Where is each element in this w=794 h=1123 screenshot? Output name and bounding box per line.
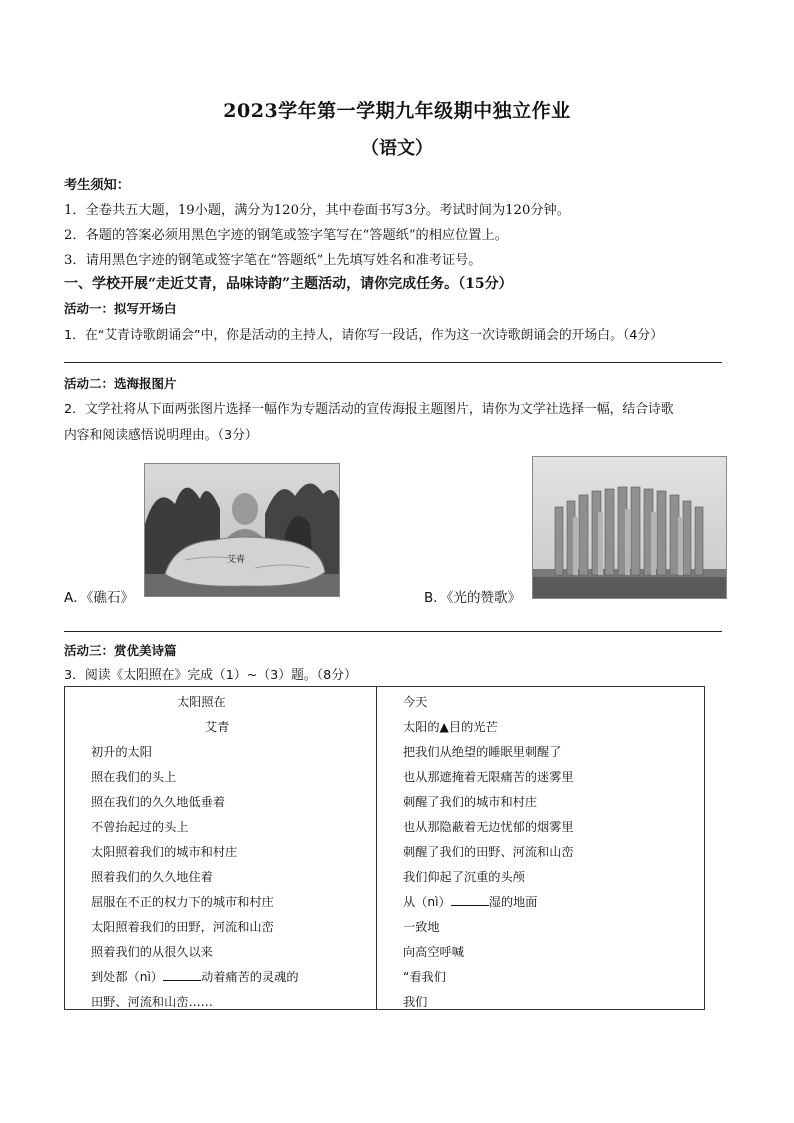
statue-image xyxy=(145,464,339,596)
question-1: 1．在“艾青诗歌朗诵会”中，你是活动的主持人，请你写一段话，作为这一次诗歌朗诵会的开场白。（4分） xyxy=(64,328,664,343)
poem-right-line: 把我们从绝望的睡眠里刺醒了 xyxy=(403,745,562,759)
poem-left-line: 初升的太阳 xyxy=(91,745,152,759)
poem-title: 太阳照在 xyxy=(177,695,226,709)
option-b-caption: B．《光的赞歌》 xyxy=(424,590,522,606)
poem-right-line: 今天 xyxy=(403,695,428,709)
notice-item-1: 1．全卷共五大题，19小题，满分为120分，其中卷面书写3分。考试时间为120分钟。 xyxy=(64,203,570,218)
poem-right-line: 我们 xyxy=(403,995,428,1009)
poem-left-line: 照着我们的从很久以来 xyxy=(91,945,213,959)
poem-right-line: 太阳的▲目的光芒 xyxy=(403,720,498,734)
poem-left-line: 太阳照着我们的田野，河流和山峦 xyxy=(91,920,274,934)
page-subtitle: （语文） xyxy=(361,138,433,159)
photo-jiaoshi xyxy=(144,463,340,597)
question-2-line-2: 内容和阅读感悟说明理由。（3分） xyxy=(64,428,258,443)
poem-right-line: 一致地 xyxy=(403,920,440,934)
section-heading: 一、学校开展“走近艾青，品味诗韵”主题活动，请你完成任务。（15分） xyxy=(64,276,513,292)
question-3: 3．阅读《太阳照在》完成（1）~（3）题。（8分） xyxy=(64,668,357,683)
blank-prefix: 到处都（nì） xyxy=(91,970,164,984)
poem-left-line: 不曾抬起过的头上 xyxy=(91,820,189,834)
poem-left-blank-line xyxy=(91,968,299,985)
poem-left-line: 田野、河流和山峦…… xyxy=(91,995,213,1009)
notice-item-2: 2．各题的答案必须用黑色字迹的钢笔或签字笔写在“答题纸”的相应位置上。 xyxy=(64,228,508,243)
poem-right-line: 刺醒了我们的城市和村庄 xyxy=(403,795,538,809)
notice-heading: 考生须知： xyxy=(64,178,130,193)
poem-author: 艾青 xyxy=(205,720,230,734)
fill-blank[interactable] xyxy=(163,968,201,981)
blank-suffix: 湿的地面 xyxy=(488,895,538,909)
poem-right-line: “看我们 xyxy=(403,970,446,984)
poem-right-column xyxy=(377,687,705,1010)
poem-right-line: 向高空呼喊 xyxy=(403,945,464,959)
columns-image xyxy=(533,457,726,598)
poem-right-line: 我们仰起了沉重的头颅 xyxy=(403,870,525,884)
poem-left-line: 照着我们的久久地住着 xyxy=(91,870,213,884)
poem-right-line: 也从那隐蔽着无边忧郁的烟雾里 xyxy=(403,820,574,834)
poem-table xyxy=(64,686,705,1010)
poem-left-line: 照在我们的久久地低垂着 xyxy=(91,795,226,809)
question-2-line-1: 2．文学社将从下面两张图片选择一幅作为专题活动的宣传海报主题图片，请你为文学社选择一幅，结合诗歌 xyxy=(64,402,674,417)
blank-prefix: 从（nì） xyxy=(403,895,451,909)
poem-right-line: 也从那遮掩着无限痛苦的迷雾里 xyxy=(403,770,574,784)
statue-plaque: 艾青 xyxy=(227,555,246,565)
poem-right-blank-line xyxy=(403,893,537,910)
answer-line-1 xyxy=(64,362,722,363)
poem-right-line: 刺醒了我们的田野、河流和山峦 xyxy=(403,845,574,859)
notice-item-3: 3．请用黑色字迹的钢笔或签字笔在“答题纸”上先填写姓名和准考证号。 xyxy=(64,253,482,268)
answer-line-2 xyxy=(64,631,722,632)
activity-1-label: 活动一：拟写开场白 xyxy=(64,301,177,316)
activity-3-label: 活动三：赏优美诗篇 xyxy=(64,643,177,658)
poem-left-line: 照在我们的头上 xyxy=(91,770,177,784)
option-a-caption: A．《礁石》 xyxy=(64,590,134,606)
poem-left-line: 屈服在不正的权力下的城市和村庄 xyxy=(91,895,274,909)
poem-left-column xyxy=(65,687,377,1010)
activity-2-label: 活动二：选海报图片 xyxy=(64,376,177,391)
fill-blank[interactable] xyxy=(451,893,489,906)
blank-suffix: 动着痛苦的灵魂的 xyxy=(201,970,299,984)
poem-left-line: 太阳照着我们的城市和村庄 xyxy=(91,845,238,859)
page-title: 2023学年第一学期九年级期中独立作业 xyxy=(223,100,571,122)
photo-guang-de-zange xyxy=(532,456,727,599)
